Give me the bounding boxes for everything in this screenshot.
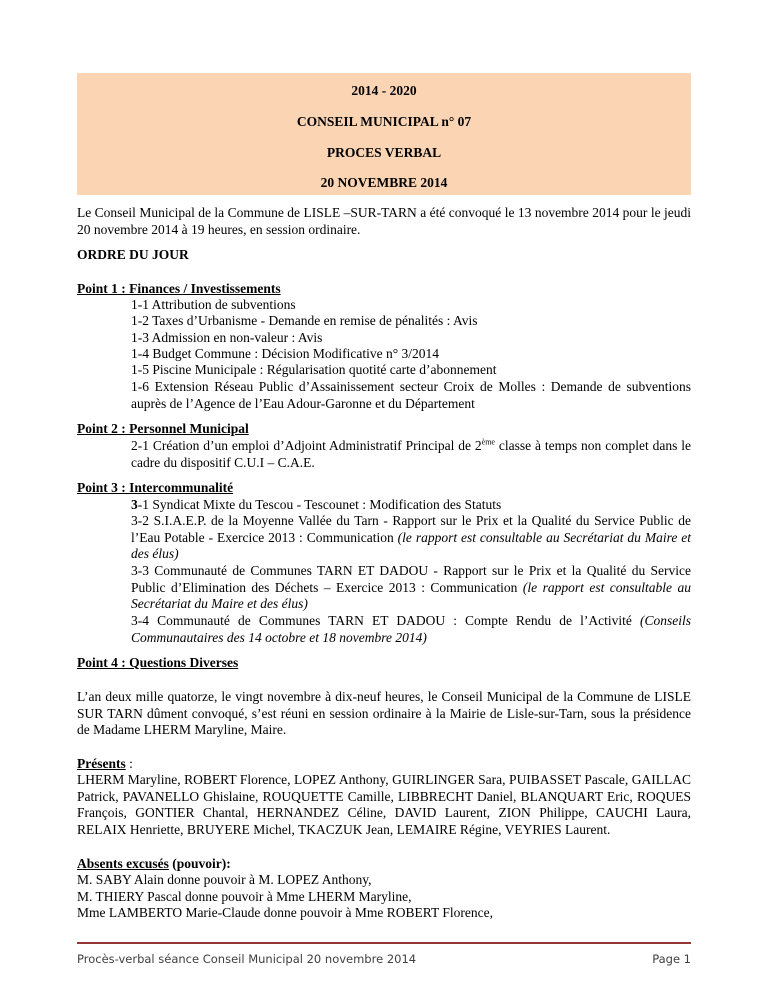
point2-item-b: classe à temps non complet dans le cadre du dispositif C.U.I – C.A.E. [131,438,691,470]
point3-item3-note: (le rapport est consultable au Secrétariat du Maire et des élus) [131,579,691,611]
point3-item4 [131,613,691,646]
point1-item: 1-2 Taxes d’Urbanisme - Demande en remise de pénalités : Avis [131,313,478,328]
point1-item: 1-6 Extension Réseau Public d’Assainissement secteur Croix de Molles : Demande de subventions auprès de l’Agence de l’Eau Adour-Garonne et du Département [131,379,691,411]
point3-item1-num: 3 [131,497,138,512]
absents-suffix: (pouvoir): [168,856,231,871]
point3-item3 [131,563,691,613]
point2-item-sup: ème [481,437,495,447]
header-council: CONSEIL MUNICIPAL n° 07 [296,114,472,129]
page-number: Page 1 [652,952,691,966]
absent-line: M. SABY Alain donne pouvoir à M. LOPEZ Anthony, [77,872,372,887]
header-doc-type: PROCES VERBAL [326,145,442,160]
point3-item4-note: (Conseils Communautaires des 14 octobre et 18 novembre 2014) [131,613,691,645]
point1-item: 1-4 Budget Commune : Décision Modificative n° 3/2014 [131,346,439,361]
point3-title: Point 3 : Intercommunalité [77,480,234,495]
absent-line: Mme LAMBERTO Marie-Claude donne pouvoir à Mme ROBERT Florence, [77,905,493,920]
point3-item2-text: 3-2 S.I.A.E.P. de la Moyenne Vallée du Tarn - Rapport sur le Prix et la Qualité du Service Public de l’Eau Potable - Exercice 2013 : Communication [131,513,691,545]
point1-item: 1-5 Piscine Municipale : Régularisation quotité carte d’abonnement [131,362,497,377]
point3-item4-text: 3-4 Communauté de Communes TARN ET DADOU : Compte Rendu de l’Activité [131,613,640,628]
absent-line: M. THIERY Pascal donne pouvoir à Mme LHERM Maryline, [77,889,412,904]
absents-label: Absents excusés [77,856,169,871]
point2-item-a: 2-1 Création d’un emploi d’Adjoint Administratif Principal de 2 [131,438,482,453]
point4-title: Point 4 : Questions Diverses [77,655,239,670]
point2-item [131,438,691,471]
point2-title: Point 2 : Personnel Municipal [77,421,249,436]
point3-item1-rest: -1 Syndicat Mixte du Tescou - Tescounet : Modification des Statuts [137,497,502,512]
opening-paragraph: L’an deux mille quatorze, le vingt novembre à dix-neuf heures, le Conseil Municipal de la Commune de LISLE SUR TARN dûment convoqué, s’est réuni en session ordinaire à la Mairie de Lisle-sur-Tarn, sous la présidence de Madame LHERM Maryline, Maire. [77,689,691,737]
footer-title: Procès-verbal séance Conseil Municipal 20 novembre 2014 [77,952,417,966]
point3-item1 [131,497,501,514]
absents-heading [77,856,231,873]
agenda-title: ORDRE DU JOUR [77,247,189,262]
header-period: 2014 - 2020 [351,83,417,98]
point1-item: 1-1 Attribution de subventions [131,297,296,312]
point1-title: Point 1 : Finances / Investissements [77,281,281,296]
presents-list: LHERM Maryline, ROBERT Florence, LOPEZ Anthony, GUIRLINGER Sara, PUIBASSET Pascale, GAILLAC Patrick, PAVANELLO Ghislaine, ROUQUETTE Camille, LIBBRECHT Daniel, BLANQUART Eric, ROQUES François, GONTIER Chantal, HERNANDEZ Céline, DAVID Laurent, ZION Philippe, CAUCHI Laura, RELAIX Henriette, BRUYERE Michel, TKACZUK Jean, LEMAIRE Régine, VEYRIES Laurent. [77,772,691,837]
header-box [77,73,691,195]
footer-rule [77,942,691,944]
presents-heading [77,756,133,773]
presents-sep: : [125,756,133,771]
point3-item2-note: (le rapport est consultable au Secrétariat du Maire et des élus) [131,529,691,561]
presents-label: Présents [77,756,126,771]
point3-item2 [131,513,691,563]
intro-paragraph: Le Conseil Municipal de la Commune de LISLE –SUR-TARN a été convoqué le 13 novembre 2014 pour le jeudi 20 novembre 2014 à 19 heures, en session ordinaire. [77,205,691,237]
point3-item3-text: 3-3 Communauté de Communes TARN ET DADOU - Rapport sur le Prix et la Qualité du Service Public d’Elimination des Déchets – Exercice 2013 : Communication [131,563,691,595]
header-date: 20 NOVEMBRE 2014 [320,175,448,190]
point1-item: 1-3 Admission en non-valeur : Avis [131,330,323,345]
